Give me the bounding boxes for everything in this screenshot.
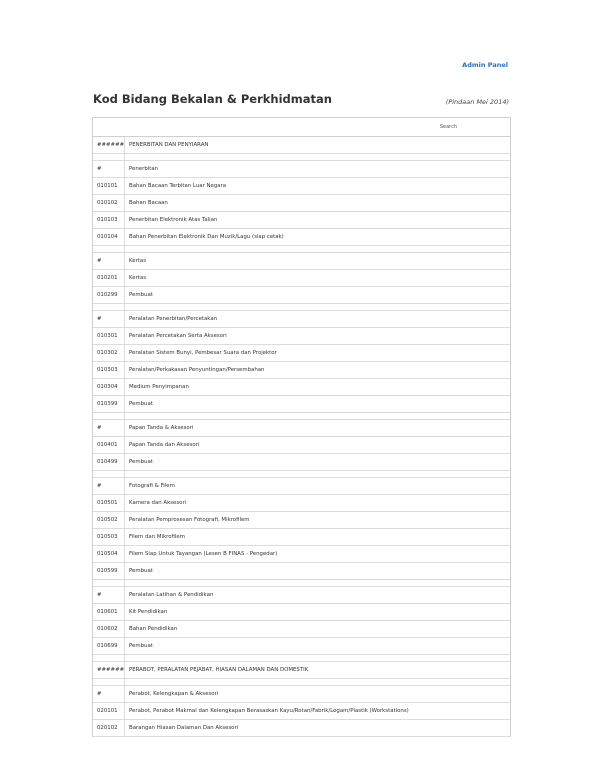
table-row <box>93 212 510 229</box>
code-cell <box>93 471 125 477</box>
description-cell: Penerbitan <box>129 166 159 172</box>
code-cell: 020101 <box>93 703 125 719</box>
table-row <box>93 345 510 362</box>
code-cell: 010502 <box>93 512 125 528</box>
table-row <box>93 529 510 546</box>
description-cell: Peralatan/Perkakasan Penyuntingan/Persembahan <box>129 367 265 373</box>
description-cell: Pembuat <box>129 292 153 298</box>
description-cell: Peralatan Penerbitan/Percetakan <box>129 316 218 322</box>
table-spacer-row <box>93 154 510 161</box>
table-spacer-row <box>93 413 510 420</box>
code-cell: 010104 <box>93 229 125 245</box>
search-bar <box>93 118 510 137</box>
codes-table <box>92 117 511 737</box>
table-row <box>93 621 510 638</box>
table-row <box>93 420 510 437</box>
table-row <box>93 437 510 454</box>
code-cell: 010101 <box>93 178 125 194</box>
description-cell: PENERBITAN DAN PENYIARAN <box>129 142 209 148</box>
code-cell <box>93 679 125 685</box>
table-row <box>93 379 510 396</box>
code-cell: 010503 <box>93 529 125 545</box>
code-cell: 010504 <box>93 546 125 562</box>
table-row <box>93 638 510 655</box>
description-cell: Perabot, Perabot Makmal dan Kelengkapan Berasaskan Kayu/Rotan/Fabrik/Logam/Plastik (Workstations) <box>129 708 409 714</box>
code-cell <box>93 655 125 661</box>
table-row <box>93 311 510 328</box>
code-cell: ###### <box>93 137 125 153</box>
table-row <box>93 604 510 621</box>
table-row <box>93 229 510 246</box>
code-cell: 010699 <box>93 638 125 654</box>
description-cell: Filem dan Mikrofilem <box>129 534 185 540</box>
description-cell: Pembuat <box>129 459 153 465</box>
code-cell <box>93 304 125 310</box>
description-cell: Fotografi & Filem <box>129 483 175 489</box>
description-cell: Peralatan Sistem Bunyi, Pembesar Suara dan Projektor <box>129 350 277 356</box>
description-cell: Peralatan Percetakan Serta Aksesori <box>129 333 227 339</box>
table-row <box>93 454 510 471</box>
code-cell: 010304 <box>93 379 125 395</box>
description-cell: Bahan Bacaan <box>129 200 168 206</box>
description-cell: Peralatan Latihan & Pendidikan <box>129 592 214 598</box>
description-cell: Bahan Penerbitan Elektronik Dan Muzik/Lagu (siap cetak) <box>129 234 284 240</box>
code-cell: 010103 <box>93 212 125 228</box>
description-cell: Perabot, Kelengkapan & Aksesori <box>129 691 219 697</box>
table-row <box>93 362 510 379</box>
table-row <box>93 195 510 212</box>
table-row <box>93 563 510 580</box>
description-cell: Papan Tanda dan Aksesori <box>129 442 200 448</box>
table-body <box>93 137 510 737</box>
code-cell: 010399 <box>93 396 125 412</box>
description-cell: Filem Siap Untuk Tayangan (Lesen B FINAS - Pengedar) <box>129 551 278 557</box>
description-cell: Pembuat <box>129 643 153 649</box>
code-cell <box>93 246 125 252</box>
code-cell: 010102 <box>93 195 125 211</box>
admin-panel-link[interactable]: Admin Panel <box>462 61 508 69</box>
table-spacer-row <box>93 580 510 587</box>
description-cell: Bahan Bacaan Terbitan Luar Negara <box>129 183 227 189</box>
code-cell: # <box>93 161 125 177</box>
code-cell: 010499 <box>93 454 125 470</box>
description-cell: Kit Pendidikan <box>129 609 168 615</box>
code-cell: # <box>93 311 125 327</box>
table-row <box>93 137 510 154</box>
description-cell: Kertas <box>129 258 147 264</box>
table-row <box>93 686 510 703</box>
code-cell: # <box>93 478 125 494</box>
description-cell: Pembuat <box>129 568 153 574</box>
table-spacer-row <box>93 246 510 253</box>
code-cell: 010599 <box>93 563 125 579</box>
table-row <box>93 546 510 563</box>
code-cell: 020102 <box>93 720 125 736</box>
code-cell: 010299 <box>93 287 125 303</box>
code-cell <box>93 154 125 160</box>
description-cell: Peralatan Pemprosesan Fotografi, Mikrofilem <box>129 517 250 523</box>
table-row <box>93 495 510 512</box>
code-cell: # <box>93 253 125 269</box>
description-cell: PERABOT, PERALATAN PEJABAT, HIASAN DALAMAN DAN DOMESTIK <box>129 667 309 673</box>
table-row <box>93 161 510 178</box>
table-row <box>93 253 510 270</box>
table-spacer-row <box>93 304 510 311</box>
code-cell: 010401 <box>93 437 125 453</box>
table-row <box>93 512 510 529</box>
description-cell: Bahan Pendidikan <box>129 626 178 632</box>
table-row <box>93 720 510 737</box>
code-cell: ###### <box>93 662 125 678</box>
page-title: Kod Bidang Bekalan & Perkhidmatan <box>93 92 332 106</box>
table-spacer-row <box>93 655 510 662</box>
code-cell: 010302 <box>93 345 125 361</box>
description-cell: Papan Tanda & Aksesori <box>129 425 194 431</box>
code-cell: 010301 <box>93 328 125 344</box>
table-row <box>93 270 510 287</box>
description-cell: Pembuat <box>129 401 153 407</box>
code-cell: 010501 <box>93 495 125 511</box>
code-cell: 010602 <box>93 621 125 637</box>
description-cell: Barangan Hiasan Dalaman Dan Aksesori <box>129 725 239 731</box>
table-row <box>93 287 510 304</box>
table-spacer-row <box>93 679 510 686</box>
description-cell: Kamera dan Aksesori <box>129 500 187 506</box>
table-row <box>93 396 510 413</box>
table-row <box>93 662 510 679</box>
description-cell: Medium Penyimpanan <box>129 384 189 390</box>
code-cell: # <box>93 686 125 702</box>
description-cell: Kertas <box>129 275 147 281</box>
table-row <box>93 328 510 345</box>
code-cell: 010601 <box>93 604 125 620</box>
table-row <box>93 703 510 720</box>
code-cell: # <box>93 420 125 436</box>
code-cell: 010303 <box>93 362 125 378</box>
code-cell: # <box>93 587 125 603</box>
description-cell: Penerbitan Elektronik Atas Talian <box>129 217 218 223</box>
revision-note: (Pindaan Mei 2014) <box>445 98 509 106</box>
table-row <box>93 587 510 604</box>
table-row <box>93 178 510 195</box>
code-cell: 010201 <box>93 270 125 286</box>
code-cell <box>93 413 125 419</box>
search-label[interactable]: Search <box>439 124 457 130</box>
table-row <box>93 478 510 495</box>
table-spacer-row <box>93 471 510 478</box>
code-cell <box>93 580 125 586</box>
